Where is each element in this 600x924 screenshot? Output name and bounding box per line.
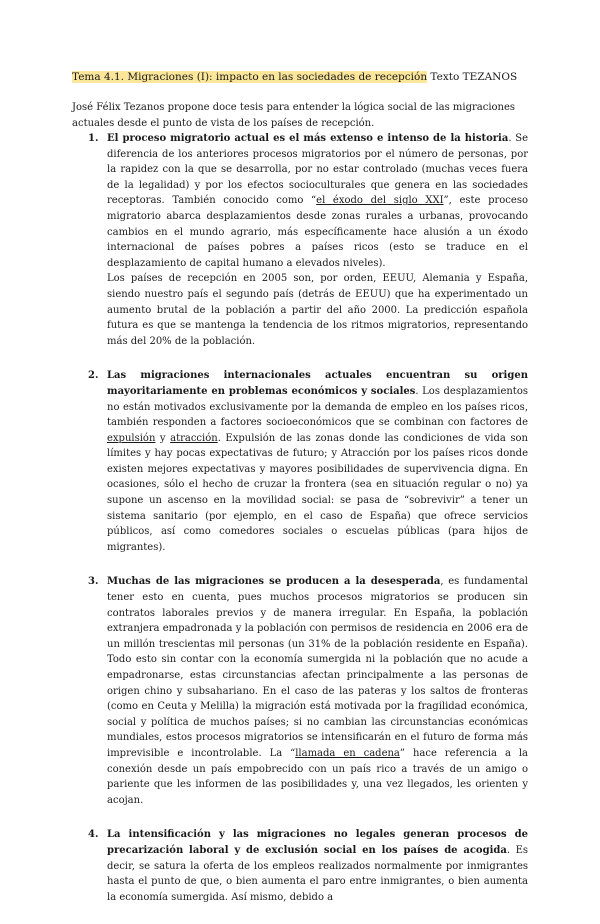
thesis-heading: Muchas de las migraciones se producen a la desesperada — [107, 576, 441, 588]
title-suffix: Texto TEZANOS — [427, 71, 518, 83]
underlined-term: llamada en cadena — [295, 747, 400, 759]
thesis-text: ”, este proceso migratorio abarca desplazamientos desde zonas rurales a urbanas, provocando cambios en el mundo agrario, más específicamente hace alusión a un éxodo internacional de países pobres a países ricos (esto se traduce en el desplazamiento de capital humano a elevados niveles). — [107, 195, 528, 269]
thesis-number: 4. — [88, 829, 99, 841]
thesis-paragraph-2: Los países de recepción en 2005 son, por orden, EEUU, Alemania y España, siendo nuestro país el segundo país (detrás de EEUU) que ha experimentado un aumento brutal de la población a partir del año 2000. La predicción española futura es que se mantenga la tendencia de los ritmos migratorios, representando más del 20% de la población. — [107, 273, 528, 347]
thesis-paragraph — [107, 131, 528, 271]
thesis-paragraph — [107, 827, 528, 905]
thesis-heading: La intensificación y las migraciones no legales generan procesos de precarización laboral y de exclusión social en los países de acogida — [107, 829, 528, 856]
underlined-term: el éxodo del siglo XXI — [316, 195, 444, 207]
thesis-heading: Las migraciones internacionales actuales encuentran su origen mayoritariamente en problemas económicos y sociales — [107, 370, 528, 397]
thesis-number: 1. — [88, 133, 99, 144]
thesis-heading: El proceso migratorio actual es el más extenso e intenso de la historia — [107, 133, 509, 144]
thesis-item — [72, 827, 528, 905]
document-title — [72, 70, 517, 85]
thesis-number: 3. — [88, 576, 99, 588]
underlined-term: atracción — [170, 432, 218, 444]
underlined-term: expulsión — [107, 432, 156, 444]
thesis-item — [72, 574, 528, 808]
highlighted-title: Tema 4.1. Migraciones (I): impacto en las sociedades de recepción — [72, 71, 428, 83]
thesis-text: y — [155, 432, 171, 444]
thesis-text: . Expulsión de las zonas donde las condiciones de vida son límites y hay pocas expectativas de futuro; y Atracción por los países ricos donde existen mejores expectativas y mayores posibilidades de supervivencia digna. En ocasiones, sólo el hecho de cruzar la frontera (sea en situación regular o no) ya supone un ascenso en la movilidad social: se pasa de “sobrevivir” a tener un sistema sanitario (por ejemplo, en el caso de España) que ofrece servicios públicos, así como comedores sociales o escuelas públicas (para hijos de migrantes). — [107, 432, 528, 553]
thesis-text: . Es decir, se satura la oferta de los empleos realizados normalmente por inmigrantes hasta el punto de que, o bien aumenta el paro entre inmigrantes, o bien aumenta la economía sumergida. Así mismo, debido a — [107, 844, 528, 903]
thesis-number: 2. — [88, 370, 99, 382]
thesis-text: . Se diferencia de los anteriores procesos migratorios por el número de personas, por la rapidez con la que se desarrolla, por no estar controlado (muchas veces fuera de la legalidad) y por los efectos socioculturales que genera en las sociedades receptoras. También conocido como “ — [107, 133, 528, 207]
thesis-text: . Los desplazamientos no están motivados exclusivamente por la demanda de empleo en los países ricos, también responden a factores socioeconómicos que se combinan con factores de — [107, 385, 528, 429]
thesis-text: , es fundamental tener esto en cuenta, pues muchos procesos migratorios se producen sin contratos laborales previos y de manera irregular. En España, la población extranjera empadronada y la población con permisos de residencia en 2006 era de un millón trescientas mil personas (un 31% de la población residente en España). Todo esto sin contar con la economía sumergida ni la población que no acude a empadronarse, estas circunstancias afectan principalmente a las personas de origen chino y subsahariano. En el caso de las pateras y los saltos de fronteras (como en Ceuta y Melilla) la migración está motivada por la fragilidad económica, social y política de muchos países; si no cambian las circunstancias económicas mundiales, estos procesos migratorios se intensificarán en el futuro de forma más imprevisible e incontrolable. La “ — [107, 576, 528, 759]
thesis-item — [72, 131, 528, 349]
thesis-item — [72, 368, 528, 555]
thesis-paragraph — [107, 574, 528, 808]
thesis-paragraph — [107, 368, 528, 555]
thesis-text: ” hace referencia a la conexión desde un país empobrecido con un país rico a través de un amigo o pariente que les informen de las posibilidades y, una vez llegados, les orienten y acojan. — [107, 747, 529, 806]
intro-paragraph: José Félix Tezanos propone doce tesis para entender la lógica social de las migraciones actuales desde el punto de vista de los países de recepción. — [72, 102, 516, 129]
theses-list — [72, 131, 528, 924]
